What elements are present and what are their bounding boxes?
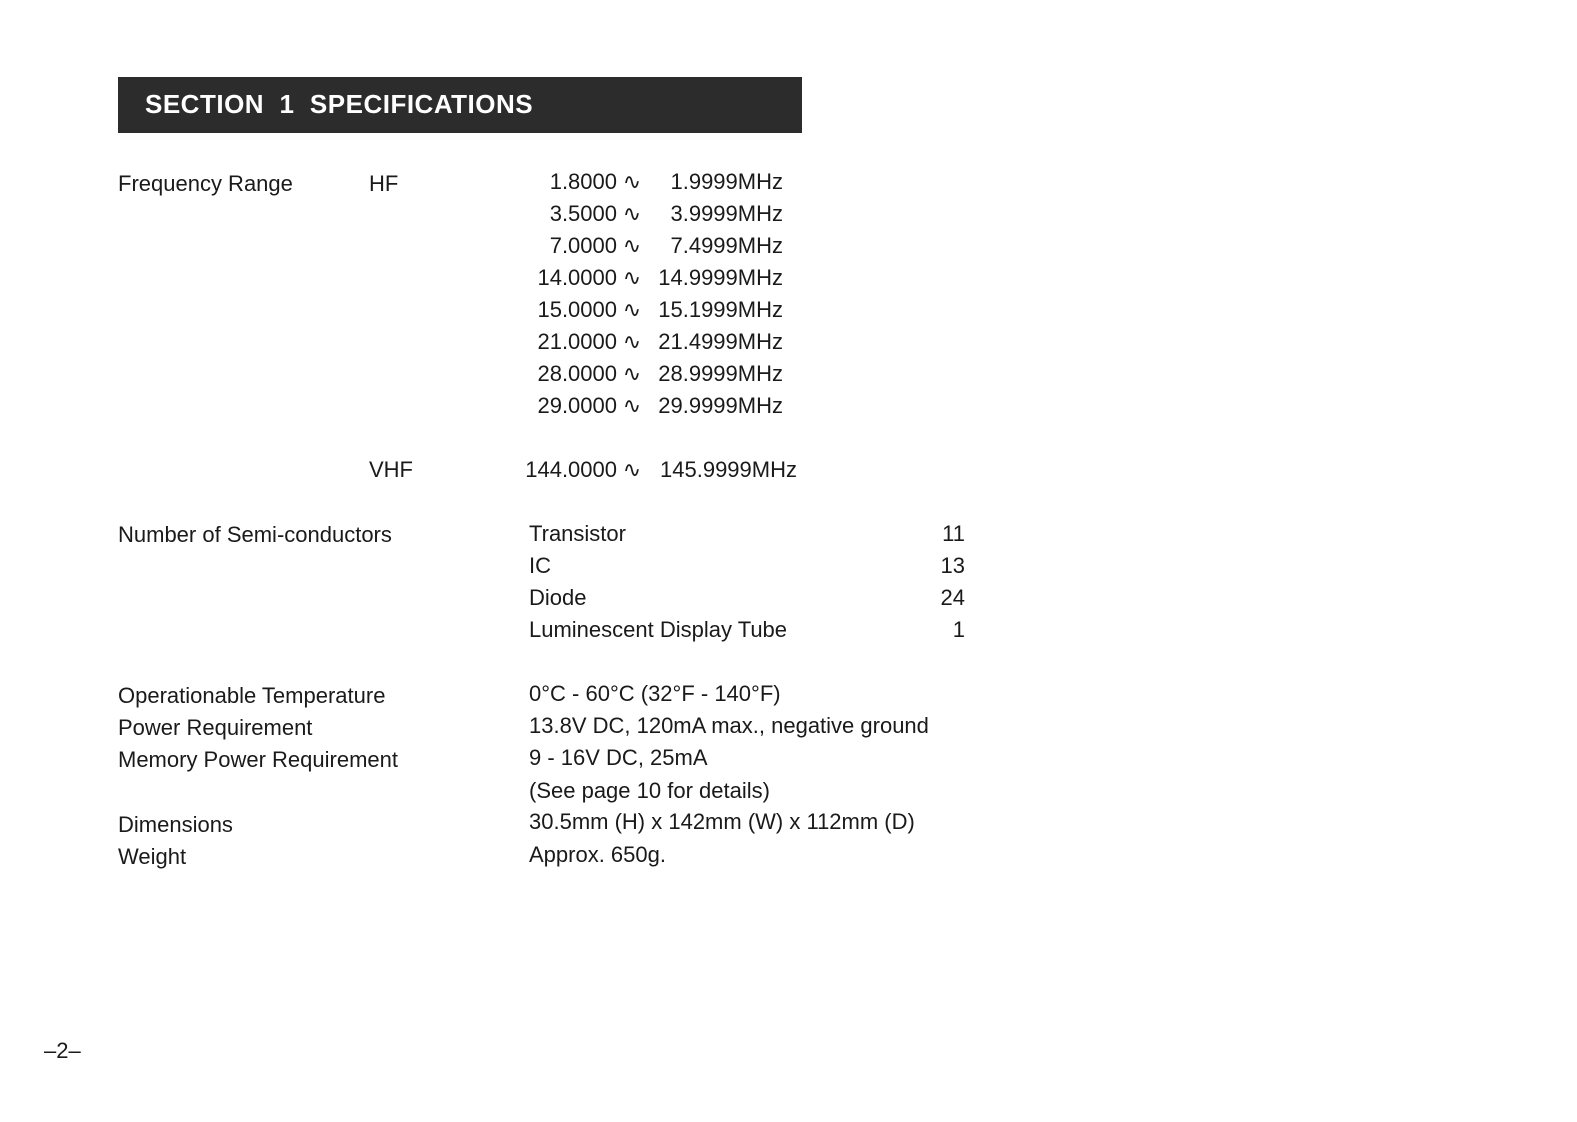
tilde-symbol: ∿: [622, 201, 642, 226]
vhf-band-label: VHF: [369, 457, 413, 482]
frequency-row: [470, 233, 790, 259]
range-from: 29.0000: [537, 393, 617, 418]
range-to: 1.9999MHz: [670, 169, 783, 194]
frequency-row: [470, 201, 790, 227]
frequency-row: [470, 265, 790, 291]
weight-value: Approx. 650g.: [529, 842, 666, 867]
component-name: Diode: [529, 585, 587, 610]
range-to: 29.9999MHz: [658, 393, 783, 418]
range-from: 15.0000: [537, 297, 617, 322]
range-from: 1.8000: [549, 169, 617, 194]
range-to: 28.9999MHz: [658, 361, 783, 386]
component-count: 13: [940, 553, 965, 578]
temperature-value: 0°C - 60°C (32°F - 140°F): [529, 681, 781, 706]
range-from: 28.0000: [537, 361, 617, 386]
range-from: 14.0000: [537, 265, 617, 290]
range-to: 3.9999MHz: [670, 201, 783, 226]
temperature-label: Operationable Temperature: [118, 683, 386, 708]
component-count: 24: [940, 585, 965, 610]
component-name: IC: [529, 553, 551, 578]
component-name: Transistor: [529, 521, 626, 546]
frequency-row: [470, 329, 790, 355]
memory-power-note: (See page 10 for details): [529, 778, 770, 803]
range-to: 21.4999MHz: [658, 329, 783, 354]
component-count: 1: [952, 617, 965, 642]
power-requirement-label: Power Requirement: [118, 715, 313, 740]
semiconductors-label: Number of Semi-conductors: [118, 522, 392, 547]
tilde-symbol: ∿: [622, 265, 642, 290]
component-name: Luminescent Display Tube: [529, 617, 788, 642]
dimensions-label: Dimensions: [118, 812, 233, 837]
tilde-symbol: ∿: [622, 361, 642, 386]
range-to: 7.4999MHz: [670, 233, 783, 258]
frequency-range-label: Frequency Range: [118, 171, 293, 196]
tilde-symbol: ∿: [622, 233, 642, 258]
range-to: 14.9999MHz: [658, 265, 783, 290]
tilde-symbol: ∿: [622, 457, 642, 482]
hf-band-label: HF: [369, 171, 399, 196]
section-banner: [118, 77, 802, 133]
tilde-symbol: ∿: [622, 297, 642, 322]
frequency-row: [470, 361, 790, 387]
frequency-row: [470, 169, 790, 195]
range-to: 15.1999MHz: [658, 297, 783, 322]
range-to: 145.9999MHz: [660, 457, 797, 482]
page-number: –2–: [44, 1038, 81, 1063]
frequency-row: [470, 297, 790, 323]
tilde-symbol: ∿: [622, 393, 642, 418]
memory-power-value: 9 - 16V DC, 25mA: [529, 745, 708, 770]
tilde-symbol: ∿: [622, 329, 642, 354]
tilde-symbol: ∿: [622, 169, 642, 194]
range-from: 21.0000: [537, 329, 617, 354]
frequency-row: [470, 393, 790, 419]
range-from: 3.5000: [549, 201, 617, 226]
power-requirement-value: 13.8V DC, 120mA max., negative ground: [529, 713, 929, 738]
range-from: 7.0000: [549, 233, 617, 258]
dimensions-value: 30.5mm (H) x 142mm (W) x 112mm (D): [529, 809, 915, 834]
section-title: SECTION 1 SPECIFICATIONS: [145, 89, 534, 119]
weight-label: Weight: [118, 844, 187, 869]
component-count: 11: [942, 521, 965, 546]
frequency-row-vhf: [470, 457, 800, 483]
memory-power-label: Memory Power Requirement: [118, 747, 398, 772]
range-from: 144.0000: [525, 457, 617, 482]
